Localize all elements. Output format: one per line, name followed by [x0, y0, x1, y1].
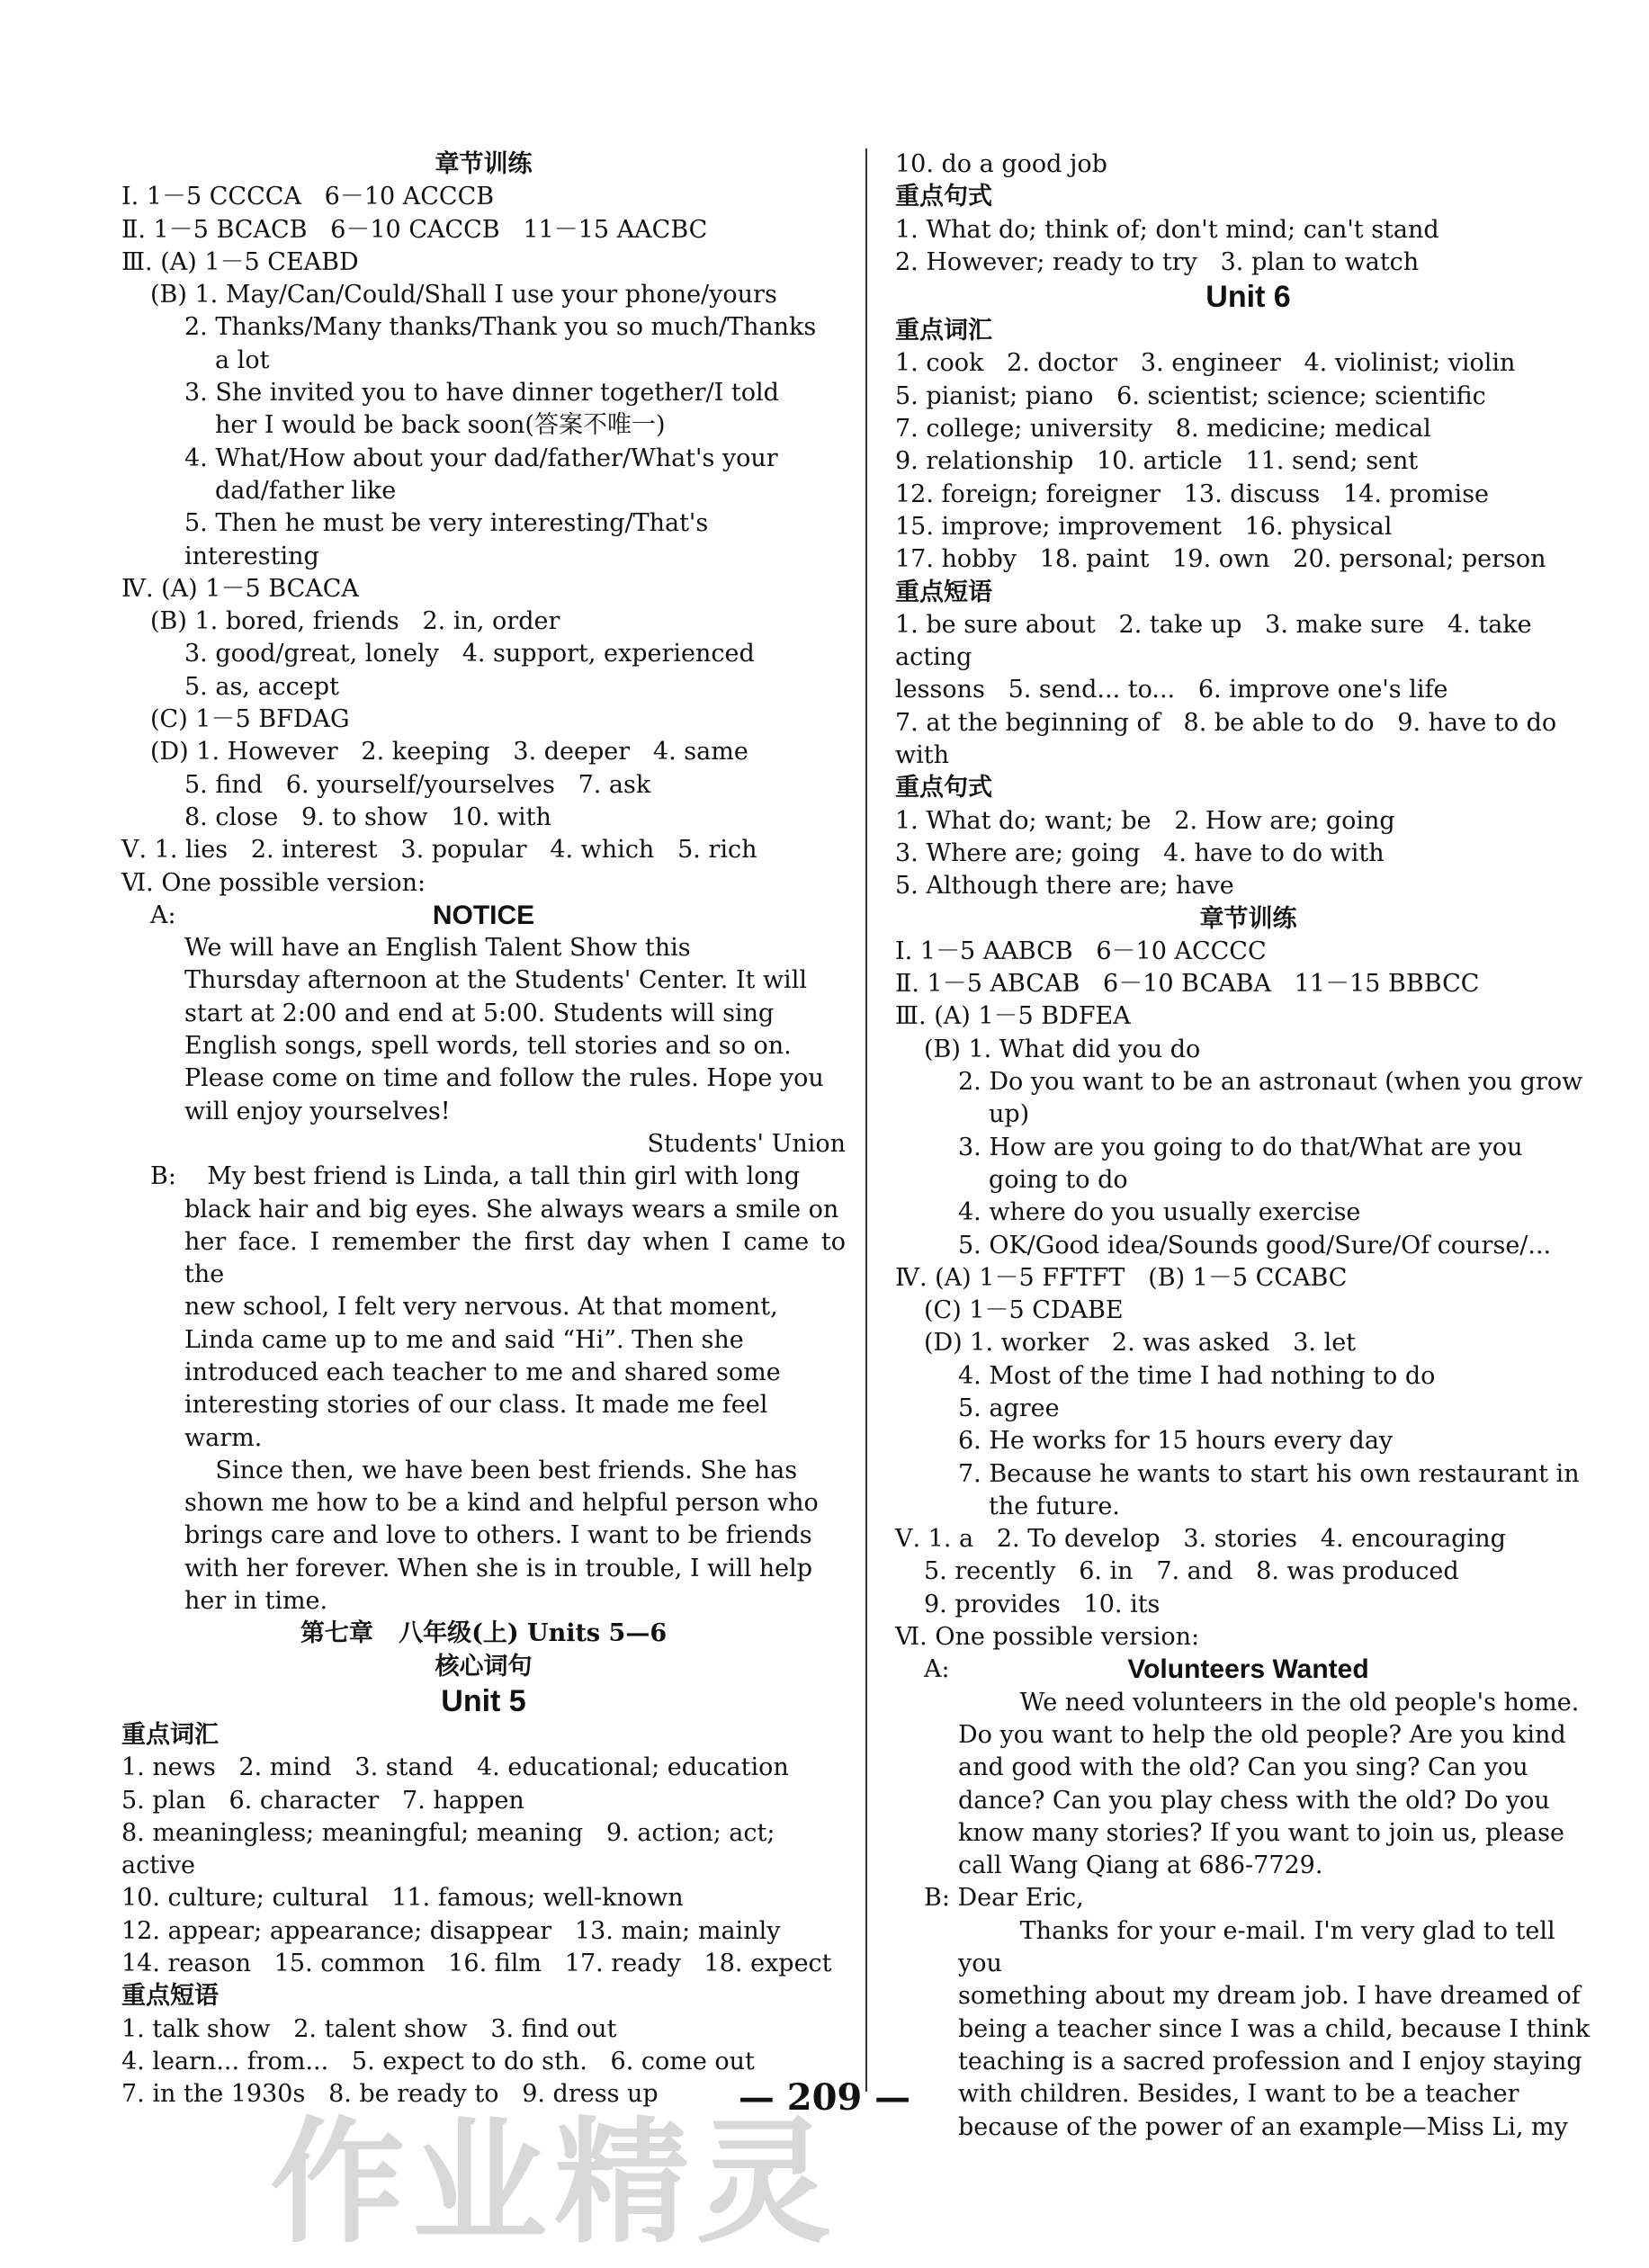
text-line: up)	[989, 1100, 1030, 1129]
text-line: 12. foreign; foreigner 13. discuss 14. promise	[895, 480, 1490, 508]
text-line: 10. culture; cultural 11. famous; well-known	[121, 1884, 684, 1913]
text-line: her face. I remember the first day when I came to the	[184, 1227, 854, 1289]
text-line: Ⅰ. 1－5 CCCCA 6－10 ACCCB	[121, 183, 495, 211]
text-line: Thursday afternoon at the Students' Center. It will	[184, 966, 807, 995]
text-line: 7. Because he wants to start his own restaurant in	[958, 1459, 1580, 1488]
right-column	[895, 148, 1601, 2144]
text-line: Ⅰ. 1－5 AABCB 6－10 ACCCC	[895, 937, 1267, 965]
text-line	[895, 1654, 1601, 1686]
text-line: 重点短语	[121, 1982, 219, 2011]
text-line: 5. Then he must be very interesting/That's interesting	[184, 509, 716, 570]
text-line: 5. OK/Good idea/Sounds good/Sure/Of course/...	[958, 1231, 1552, 1260]
text-line: 4. learn... from... 5. expect to do sth. 6. come out	[121, 2047, 755, 2075]
text-line: 4. What/How about your dad/father/What's your	[184, 444, 778, 472]
text-line: 1. What do; want; be 2. How are; going	[895, 806, 1395, 835]
section-title: Volunteers Wanted	[1127, 1654, 1369, 1685]
text-line: shown me how to be a kind and helpful person who	[184, 1489, 819, 1518]
text-line: Ⅱ. 1－5 BCACB 6－10 CACCB 11－15 AACBC	[121, 215, 708, 244]
text-line: 2. Do you want to be an astronaut (when you grow	[958, 1068, 1583, 1097]
text-line: 5. find 6. yourself/yourselves 7. ask	[184, 770, 651, 799]
text-line: warm.	[184, 1423, 263, 1452]
text-line: 第七章 八年级(上) Units 5—6	[300, 1619, 668, 1648]
text-line: 5. agree	[958, 1394, 1060, 1422]
text-line: (B) 1. bored, friends 2. in, order	[150, 607, 560, 636]
column-divider	[865, 148, 867, 2092]
text-line: 17. hobby 18. paint 19. own 20. personal; person	[895, 545, 1546, 574]
text-line: the future.	[989, 1492, 1120, 1520]
text-line: Ⅳ. (A) 1－5 BCACA	[121, 574, 359, 603]
text-line: 章节训练	[435, 150, 533, 178]
text-line: (B) 1. May/Can/Could/Shall I use your phone/yours	[150, 281, 777, 309]
text-line: 12. appear; appearance; disappear 13. main; mainly	[121, 1916, 781, 1945]
text-line: something about my dream job. I have dreamed of	[958, 1982, 1581, 2011]
text-line: 重点句式	[895, 774, 992, 802]
text-line: 1. talk show 2. talent show 3. find out	[121, 2014, 617, 2043]
text-line: B: Dear Eric,	[924, 1884, 1084, 1913]
section-title: NOTICE	[432, 900, 535, 930]
text-line: (D) 1. worker 2. was asked 3. let	[924, 1329, 1357, 1358]
text-line: 6. He works for 15 hours every day	[958, 1427, 1394, 1456]
text-line: 5. Although there are; have	[895, 872, 1234, 901]
text-line: 8. meaningless; meaningful; meaning 9. action; act; active	[121, 1818, 784, 1880]
text-line: being a teacher since I was a child, because I think	[958, 2014, 1591, 2043]
text-line: introduced each teacher to me and shared some	[184, 1358, 781, 1386]
text-line: 9. provides 10. its	[924, 1590, 1161, 1618]
text-line: 重点词汇	[895, 317, 992, 345]
text-line: start at 2:00 and end at 5:00. Students will sing	[184, 999, 775, 1027]
page-number: — 209 —	[738, 2076, 911, 2119]
text-line: because of the power of an example—Miss Li, my	[958, 2112, 1568, 2141]
text-line: her I would be back soon(答案不唯一)	[215, 411, 666, 440]
text-line: 2. However; ready to try 3. plan to watch	[895, 247, 1420, 276]
label: A:	[150, 901, 176, 929]
text-line: (C) 1－5 CDABE	[924, 1296, 1124, 1325]
text-line: English songs, spell words, tell stories and so on.	[184, 1032, 792, 1061]
text-line: Do you want to help the old people? Are you kind	[958, 1720, 1566, 1749]
text-line: Thanks for your e-mail. I'm very glad to tell you	[958, 1916, 1564, 1978]
text-line: 1. What do; think of; don't mind; can't stand	[895, 215, 1439, 244]
text-line: Linda came up to me and said “Hi”. Then she	[184, 1325, 744, 1354]
text-line: teaching is a sacred profession and I enjoy staying	[958, 2047, 1582, 2075]
text-line: 1. news 2. mind 3. stand 4. educational; education	[121, 1753, 789, 1782]
text-line: 10. do a good job	[895, 150, 1107, 178]
text-line: Unit 5	[441, 1683, 526, 1718]
text-line: Ⅴ. 1. lies 2. interest 3. popular 4. which 5. rich	[121, 836, 757, 865]
text-line: 14. reason 15. common 16. film 17. ready 18. expect	[121, 1950, 832, 1978]
text-line: 7. at the beginning of 8. be able to do 9. have to do with	[895, 708, 1564, 770]
text-line: with her forever. When she is in trouble, I will help	[184, 1554, 813, 1582]
text-line: 1. cook 2. doctor 3. engineer 4. violinist; violin	[895, 349, 1516, 378]
text-line: 3. She invited you to have dinner together/I told	[184, 379, 779, 408]
text-line: 核心词句	[435, 1652, 533, 1681]
text-line: black hair and big eyes. She always wears a smile on	[184, 1195, 839, 1224]
text-line: (D) 1. However 2. keeping 3. deeper 4. same	[150, 738, 748, 766]
text-line: Ⅵ. One possible version:	[895, 1623, 1200, 1652]
text-line: 8. close 9. to show 10. with	[184, 802, 551, 831]
text-line: 重点句式	[895, 183, 992, 211]
text-line: We need volunteers in the old people's home.	[958, 1688, 1580, 1717]
text-line: 3. How are you going to do that/What are you	[958, 1133, 1523, 1161]
text-line: 2. Thanks/Many thanks/Thank you so much/Thanks	[184, 313, 817, 342]
text-line: dad/father like	[215, 476, 397, 505]
text-line: 5. pianist; piano 6. scientist; science; scientific	[895, 381, 1486, 410]
text-line: 4. Most of the time I had nothing to do	[958, 1361, 1436, 1390]
text-line: and good with the old? Can you sing? Can you	[958, 1753, 1528, 1782]
text-line: 重点短语	[895, 578, 992, 606]
text-line: 章节训练	[1199, 904, 1297, 933]
text-line: will enjoy yourselves!	[184, 1097, 451, 1125]
text-line: 15. improve; improvement 16. physical	[895, 512, 1393, 541]
text-line: Students' Union	[647, 1129, 846, 1158]
left-column	[121, 148, 854, 2111]
watermark: 作业精灵	[270, 2105, 839, 2262]
text-line: 5. as, accept	[184, 672, 339, 701]
text-line: call Wang Qiang at 686-7729.	[958, 1851, 1323, 1880]
text-line: with children. Besides, I want to be a teacher	[958, 2080, 1519, 2109]
text-line: 7. in the 1930s 8. be ready to 9. dress up	[121, 2080, 659, 2109]
text-line: brings care and love to others. I want to be friends	[184, 1521, 812, 1550]
text-line: 1. be sure about 2. take up 3. make sure 4. take acting	[895, 610, 1540, 672]
text-line: Ⅲ. (A) 1－5 BDFEA	[895, 1002, 1131, 1031]
text-line: new school, I felt very nervous. At that moment,	[184, 1293, 778, 1322]
text-line: We will have an English Talent Show this	[184, 934, 691, 963]
text-line: 4. where do you usually exercise	[958, 1198, 1361, 1227]
text-line: Ⅳ. (A) 1－5 FFTFT (B) 1－5 CCABC	[895, 1263, 1348, 1292]
text-line: Unit 6	[1205, 280, 1291, 315]
text-line	[121, 900, 846, 932]
text-line: dance? Can you play chess with the old? Do you	[958, 1786, 1550, 1815]
text-line: her in time.	[184, 1587, 328, 1616]
text-line: 9. relationship 10. article 11. send; sent	[895, 447, 1419, 476]
label: A:	[924, 1655, 950, 1684]
text-line: (B) 1. What did you do	[924, 1035, 1201, 1063]
text-line: 5. plan 6. character 7. happen	[121, 1786, 524, 1815]
text-line: Ⅵ. One possible version:	[121, 868, 426, 897]
text-line: Ⅴ. 1. a 2. To develop 3. stories 4. encouraging	[895, 1525, 1506, 1554]
text-line: Since then, we have been best friends. She has	[184, 1456, 798, 1484]
text-line: B: My best friend is Linda, a tall thin girl with long	[150, 1162, 801, 1191]
text-line: interesting stories of our class. It made me feel	[184, 1391, 768, 1420]
text-line: 重点词汇	[121, 1720, 219, 1749]
text-line: lessons 5. send... to... 6. improve one's life	[895, 676, 1448, 704]
text-line: Ⅲ. (A) 1－5 CEABD	[121, 247, 359, 276]
text-line: know many stories? If you want to join us, please	[958, 1818, 1564, 1847]
text-line: Please come on time and follow the rules. Hope you	[184, 1064, 824, 1093]
text-line: going to do	[989, 1165, 1128, 1194]
text-line: a lot	[215, 345, 270, 374]
text-line: (C) 1－5 BFDAG	[150, 705, 350, 734]
text-line: 5. recently 6. in 7. and 8. was produced	[924, 1557, 1459, 1586]
text-line: 7. college; university 8. medicine; medical	[895, 415, 1431, 444]
text-line: 3. Where are; going 4. have to do with	[895, 838, 1385, 867]
text-line: 3. good/great, lonely 4. support, experienced	[184, 640, 755, 668]
text-line: Ⅱ. 1－5 ABCAB 6－10 BCABA 11－15 BBBCC	[895, 970, 1480, 999]
